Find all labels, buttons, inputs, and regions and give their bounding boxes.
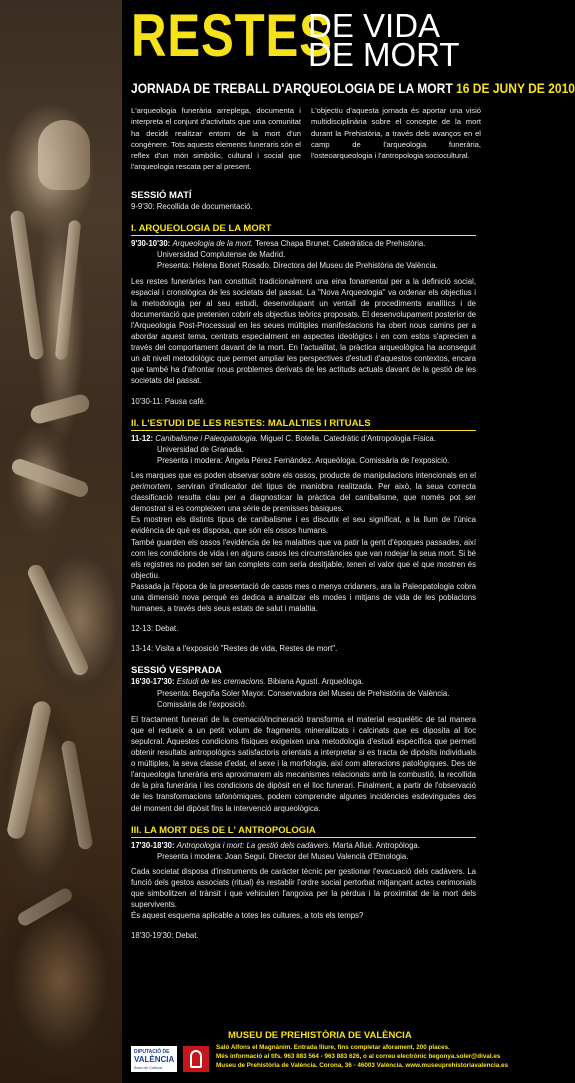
talk-2-presenter: Presenta i modera: Àngela Pérez Fernández. Arqueòloga. Comissària de l'exposició. — [157, 455, 450, 465]
exhibition-visit: 13-14: Visita a l'exposició "Restes de vida, Restes de mort". — [131, 644, 338, 654]
talk-4-abstract-1: Cada societat disposa d'instruments de caràcter tècnic per gestionar l'evacuació dels cadàvers. La funció dels gestos associats (ritual) és restablir l'ordre social pertorbat mitjançant actes cerimonials que simbolitzen el trànsit i que vehiculen l'angoixa per la pèrdua i la proximitat de la mort dels supervivents. — [131, 866, 476, 910]
talk-4-abstract-2: És aquest esquema aplicable a totes les cultures, a tots els temps? — [131, 911, 364, 921]
title-line-2: DE MORT — [308, 36, 460, 73]
section-2-heading: II. L'ESTUDI DE LES RESTES: MALALTIES I RITUALS — [131, 418, 476, 431]
talk-1-presenter: Presenta: Helena Bonet Rosado. Directora del Museu de Prehistòria de València. — [157, 261, 438, 271]
talk-3-presenter: Presenta: Begoña Soler Mayor. Conservadora del Museu de Prehistòria de València. — [157, 688, 450, 698]
talk-4-presenter: Presenta i modera: Joan Seguí. Director del Museu Valencià d'Etnologia. — [157, 851, 409, 861]
talk-2-abstract-1: Les marques que es poden observar sobre els ossos, producte de manipulacions intencionals en el perimortem, serviran d'indicador del tipus de maniobra realitzada. Per això, la seua correcta classificació resulta clau per a diagnosticar la pràctica del canibalisme, que només pot ser demostrat si es compleixen una sèrie de premisses bàsiques. — [131, 470, 476, 514]
talk-2-abstract-2: Es mostren els distints tipus de canibalisme i es discutix el seu significat, a la llum de l'única evidència de què es disposa, que són els ossos humans. — [131, 515, 476, 536]
museum-name: MUSEU DE PREHISTÒRIA DE VALÈNCIA — [228, 1030, 412, 1041]
talk-2-abstract-3: També guarden els ossos l'evidència de les malalties que va patir la gent d'èpoques passades, així com les condicions de vida i en alguns casos les circumstàncies que van rodejar la seua mort. Si bé els registres no poden ser tan complets com seria desitjable, tenen el valor que el que mostren és objectiu. — [131, 537, 476, 580]
talk-2-abstract-4: Passada ja l'època de la presentació de casos mes o menys cridaners, ara la Paleopatologia cobra una dimensió nova perquè es dedica a analitzar els modes i mitjans de vida de les poblacions humanes, a través dels seus estats de salut i malaltia. — [131, 581, 476, 614]
talk-3: 16'30-17'30: Estudi de les cremacions. Bibiana Agustí. Arqueòloga. — [131, 677, 364, 687]
talk-1-affil: Universidad Complutense de Madrid. — [157, 250, 286, 260]
afternoon-heading: SESSIÓ VESPRADA — [131, 665, 222, 677]
talk-2: 11-12: Canibalisme i Paleopatologia. Miguel C. Botella. Catedràtic d'Antropologia Física. — [131, 433, 436, 443]
skeleton-photo — [0, 0, 122, 1083]
talk-1: 9'30-10'30: Arqueologia de la mort. Teresa Chapa Brunet. Catedràtica de Prehistòria. — [131, 239, 426, 249]
program — [131, 188, 476, 941]
intro-right: L'objectiu d'aquesta jornada és aportar una visió multidisciplinària sobre el concepte de la mort durant la Prehistòria, a través dels avanços en el camp de l'arqueologia funerària, l'osteoarqueologia i l'antropologia sociocultural. — [311, 106, 481, 161]
talk-4: 17'30-18'30: Antropologia i mort: La gestió dels cadàvers. Marta Allué. Antropòloga. — [131, 840, 420, 850]
event-date: 16 DE JUNY DE 2010 — [456, 80, 575, 96]
event-subtitle — [131, 80, 575, 96]
reception: 9-9'30: Recollida de documentació. — [131, 202, 253, 212]
event-name: JORNADA DE TREBALL D'ARQUEOLOGIA DE LA MORT — [131, 80, 453, 96]
afternoon-debate: 18'30-19'30: Debat. — [131, 931, 199, 941]
poster-title: RESTES — [131, 2, 333, 69]
talk-3-presenter-role: Comissària de l'exposició. — [157, 699, 247, 709]
talk-1-abstract: Les restes funeràries han constituït tradicionalment una eina fonamental per a la definició social, espacial i cronològica de les societats del passat. La "Nova Arqueologia" va ordenar els objectius i la metodologia per al seu estudi, desenvolupant un ventall de procediments analítics i de documentació que pretenien cobrir els objectius teòrics proposats. El desenvolupament posterior de l'Arqueologia Post-Processual en les seues múltiples manifestacions ha obert nous camins per a abordar aquest tema, centrats especialment en aspectes ideològics i en com estos s'aprecien a través del comportament davant de la mort. En l'actualitat, la pràctica arqueològica ha aconseguit un alt nivell metodològic que permet ampliar les perspectives d'estudi d'aquestos contextos, encara que també ha d'afrontar nous problemes derivats de les actituds actuals davant de la gestió de les societats del passat. — [131, 276, 476, 386]
contact-line: Més informació al tlfs. 963 883 564 - 963 883 626, o al correu electrònic begonya.soler@dival.es — [216, 1053, 501, 1061]
museum-logo — [183, 1046, 209, 1072]
footer-info — [216, 1043, 508, 1071]
coffee-break: 10'30-11: Pausa cafè. — [131, 396, 207, 406]
intro-left: L'arqueologia funerària arreplega, documenta i interpreta el conjunt d'activitats que una comunitat ha decidit realitzar entorn de la mort d'un congènere. Tots aquests elements funeraris són el reflex d'un món simbòlic, cultural i social que l'arqueologia rescata per al present. — [131, 106, 301, 172]
poster-title-side — [308, 7, 460, 73]
diputacio-logo: DIPUTACIÓ DE VALÈNCIA Àrea de Cultura — [131, 1046, 177, 1072]
venue-line: Saló Alfons el Magnànim. Entrada lliure, fins completar aforament, 200 places. — [216, 1044, 450, 1051]
talk-3-abstract: El tractament funerari de la cremació/incineració transforma el material esquelètic de tal manera que el redueix a un petit volum de fragments mineralitzats i calcinats que es diposita al lloc sepulcral. Aquestes condicions físiques exigeixen una metodologia d'estudi específica que permeti obtenir resultats antropològics satisfactoris orientats a interpretar si es tracta de dipòsits individuals o múltiples, la seva classe d'edat, el sexe i la morfologia, així com alteracions patològiques. Des de l'arqueologia funerària ens aproximarem als mecanismes relacionats amb la combustió, la recollida de la pira funerària i les condicions de dipòsit en el lloc funerari. Finalment, a partir de l'observació de les transformacions tafonòmiques, podem comprendre algunes incidències esdevingudes des del moment del dipòsit fins la intervenció arqueològica. — [131, 714, 476, 813]
title-line-1: DE VIDA — [308, 7, 441, 44]
section-1-heading: I. ARQUEOLOGIA DE LA MORT — [131, 223, 476, 236]
morning-debate: 12-13: Debat. — [131, 624, 179, 634]
section-3-heading: III. LA MORT DES DE L' ANTROPOLOGIA — [131, 825, 476, 838]
talk-2-affil: Universidad de Granada. — [157, 444, 244, 454]
address-line: Museu de Prehistòria de València. Corona, 36 - 46003 València. www.museuprehistoriavalencia.es — [216, 1062, 508, 1070]
morning-heading: SESSIÓ MATÍ — [131, 190, 192, 201]
